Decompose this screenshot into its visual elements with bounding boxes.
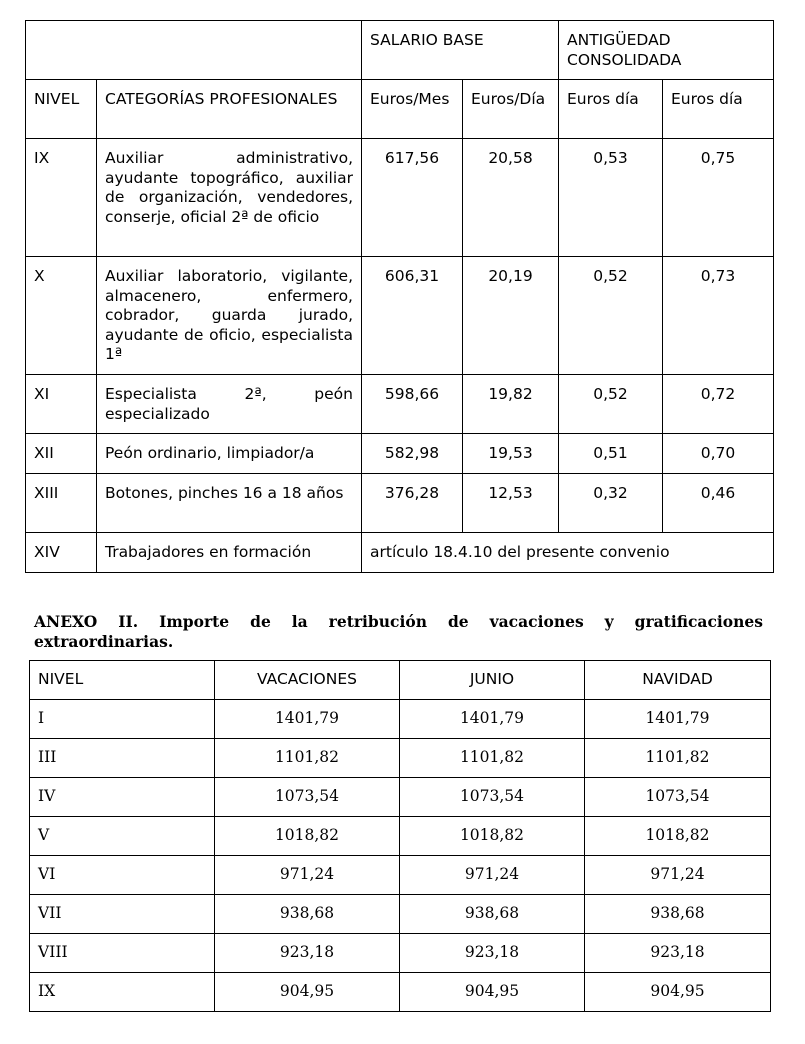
- nivel-cell: X: [26, 257, 97, 375]
- antiguedad-cell: 0,52: [559, 257, 663, 375]
- vacaciones-cell: 971,24: [215, 856, 400, 895]
- euros-mes-cell: 582,98: [362, 434, 463, 474]
- navidad-cell: 1018,82: [585, 817, 771, 856]
- navidad-cell: 1401,79: [585, 700, 771, 739]
- table-row: [26, 257, 774, 375]
- nivel-cell: IX: [26, 139, 97, 257]
- euros-dia-cell: 12,53: [463, 474, 559, 533]
- antiguedad-cell: 0,52: [559, 375, 663, 434]
- table-row: [26, 375, 774, 434]
- vacaciones-cell: 1073,54: [215, 778, 400, 817]
- table-row: [30, 973, 771, 1012]
- euros-dia-cell: 19,82: [463, 375, 559, 434]
- nivel-cell: VII: [30, 895, 215, 934]
- antiguedad-euros-dia-header-2: Euros día: [663, 80, 774, 139]
- table-row: [30, 934, 771, 973]
- antiguedad-cell-2: 0,72: [663, 375, 774, 434]
- formacion-note-cell: artículo 18.4.10 del presente convenio: [362, 533, 774, 573]
- euros-dia-header: Euros/Día: [463, 80, 559, 139]
- vacaciones-cell: 1018,82: [215, 817, 400, 856]
- salario-base-header: SALARIO BASE: [362, 21, 559, 80]
- antiguedad-cell-2: 0,70: [663, 434, 774, 474]
- table-row: [30, 856, 771, 895]
- antiguedad-euros-dia-header: Euros día: [559, 80, 663, 139]
- euros-mes-header: Euros/Mes: [362, 80, 463, 139]
- junio-header: JUNIO: [400, 661, 585, 700]
- navidad-cell: 904,95: [585, 973, 771, 1012]
- table-row: [30, 778, 771, 817]
- antiguedad-cell: 0,51: [559, 434, 663, 474]
- junio-cell: 1073,54: [400, 778, 585, 817]
- nivel-cell: I: [30, 700, 215, 739]
- nivel-cell: XII: [26, 434, 97, 474]
- euros-dia-cell: 20,19: [463, 257, 559, 375]
- vacaciones-cell: 938,68: [215, 895, 400, 934]
- navidad-cell: 1073,54: [585, 778, 771, 817]
- junio-cell: 1018,82: [400, 817, 585, 856]
- anexo-title: ANEXO II. Importe de la retribución de vacaciones y gratificaciones extraordinarias.: [34, 612, 763, 651]
- categorias-header: CATEGORÍAS PROFESIONALES: [97, 80, 362, 139]
- categoria-cell: Auxiliar administrativo, ayudante topográfico, auxiliar de organización, vendedores, conserje, oficial 2ª de oficio: [97, 139, 362, 257]
- euros-dia-cell: 19,53: [463, 434, 559, 474]
- table-header-row: [26, 21, 774, 80]
- nivel-cell: XIV: [26, 533, 97, 573]
- navidad-header: NAVIDAD: [585, 661, 771, 700]
- euros-mes-cell: 376,28: [362, 474, 463, 533]
- nivel-header: NIVEL: [26, 80, 97, 139]
- navidad-cell: 923,18: [585, 934, 771, 973]
- table-header-row: [30, 661, 771, 700]
- euros-mes-cell: 598,66: [362, 375, 463, 434]
- navidad-cell: 938,68: [585, 895, 771, 934]
- antiguedad-cell: 0,53: [559, 139, 663, 257]
- table-row: [30, 895, 771, 934]
- salary-table: [25, 20, 774, 573]
- junio-cell: 904,95: [400, 973, 585, 1012]
- nivel-cell: V: [30, 817, 215, 856]
- table-subheader-row: [26, 80, 774, 139]
- vacaciones-cell: 1401,79: [215, 700, 400, 739]
- table-row: [26, 533, 774, 573]
- vacaciones-cell: 923,18: [215, 934, 400, 973]
- vacaciones-cell: 1101,82: [215, 739, 400, 778]
- table-row: [26, 434, 774, 474]
- categoria-cell: Especialista 2ª, peón especializado: [97, 375, 362, 434]
- antiguedad-header: ANTIGÜEDAD CONSOLIDADA: [559, 21, 774, 80]
- table-row: [30, 817, 771, 856]
- vacaciones-table: [29, 660, 771, 1012]
- nivel-cell: XI: [26, 375, 97, 434]
- nivel-cell: VI: [30, 856, 215, 895]
- categoria-cell: Trabajadores en formación: [97, 533, 362, 573]
- navidad-cell: 1101,82: [585, 739, 771, 778]
- antiguedad-cell: 0,32: [559, 474, 663, 533]
- categoria-cell: Botones, pinches 16 a 18 años: [97, 474, 362, 533]
- antiguedad-cell-2: 0,46: [663, 474, 774, 533]
- table-row: [26, 474, 774, 533]
- table-row: [30, 739, 771, 778]
- nivel-header: NIVEL: [30, 661, 215, 700]
- vacaciones-header: VACACIONES: [215, 661, 400, 700]
- junio-cell: 1401,79: [400, 700, 585, 739]
- antiguedad-cell-2: 0,73: [663, 257, 774, 375]
- nivel-cell: III: [30, 739, 215, 778]
- nivel-cell: XIII: [26, 474, 97, 533]
- table-row: [26, 139, 774, 257]
- antiguedad-cell-2: 0,75: [663, 139, 774, 257]
- navidad-cell: 971,24: [585, 856, 771, 895]
- euros-mes-cell: 606,31: [362, 257, 463, 375]
- nivel-cell: IV: [30, 778, 215, 817]
- nivel-cell: IX: [30, 973, 215, 1012]
- euros-dia-cell: 20,58: [463, 139, 559, 257]
- junio-cell: 1101,82: [400, 739, 585, 778]
- header-empty-cell: [26, 21, 362, 80]
- junio-cell: 938,68: [400, 895, 585, 934]
- nivel-cell: VIII: [30, 934, 215, 973]
- vacaciones-cell: 904,95: [215, 973, 400, 1012]
- junio-cell: 923,18: [400, 934, 585, 973]
- junio-cell: 971,24: [400, 856, 585, 895]
- euros-mes-cell: 617,56: [362, 139, 463, 257]
- categoria-cell: Auxiliar laboratorio, vigilante, almacenero, enfermero, cobrador, guarda jurado, ayudante de oficio, especialista 1ª: [97, 257, 362, 375]
- table-row: [30, 700, 771, 739]
- categoria-cell: Peón ordinario, limpiador/a: [97, 434, 362, 474]
